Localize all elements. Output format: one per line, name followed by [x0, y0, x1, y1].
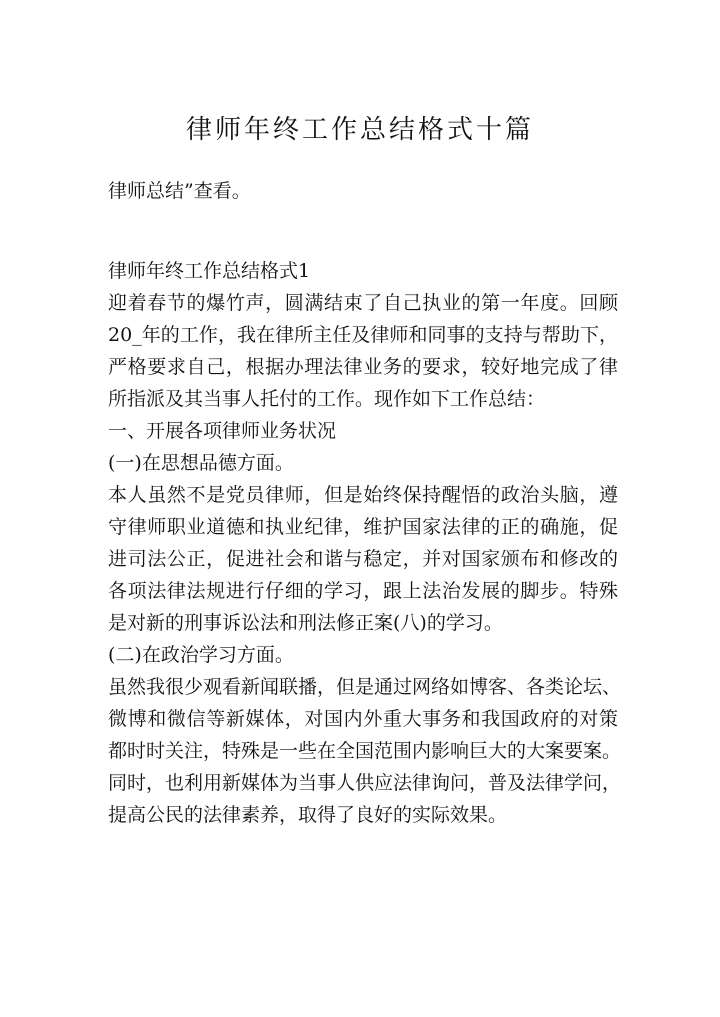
document-title: 律师年终工作总结格式十篇 [185, 115, 534, 145]
paragraph-line: 进司法公正，促进社会和谐与稳定，并对国家颁布和修改的 [108, 548, 618, 570]
paragraph-line: 各项法律法规进行仔细的学习，跟上法治发展的脚步。特殊 [108, 580, 618, 602]
paragraph-line: 微博和微信等新媒体，对国内外重大事务和我国政府的对策 [108, 708, 618, 730]
paragraph-line: 虽然我很少观看新闻联播，但是通过网络如博客、各类论坛、 [108, 676, 622, 698]
sub-heading: (二)在政治学习方面。 [108, 644, 294, 666]
paragraph-line: 迎着春节的爆竹声，圆满结束了自己执业的第一年度。回顾 [108, 292, 618, 314]
paragraph-line: 本人虽然不是党员律师，但是始终保持醒悟的政治头脑，遵 [108, 484, 618, 506]
paragraph-line: 提高公民的法律素养，取得了良好的实际效果。 [108, 804, 508, 826]
section-heading: 律师年终工作总结格式1 [108, 260, 311, 282]
paragraph-line: 所指派及其当事人托付的工作。现作如下工作总结： [108, 388, 546, 410]
paragraph-line: 守律师职业道德和执业纪律，维护国家法律的正的确施，促 [108, 516, 618, 538]
heading-one: 一、开展各项律师业务状况 [108, 420, 337, 442]
paragraph-line: 20_年的工作，我在律所主任及律师和同事的支持与帮助下， [108, 324, 618, 346]
paragraph-line: 是对新的刑事诉讼法和刑法修正案(八)的学习。 [108, 612, 503, 634]
paragraph-line: 同时，也利用新媒体为当事人供应法律询问，普及法律学问， [108, 772, 622, 794]
paragraph-line: 严格要求自己，根据办理法律业务的要求，较好地完成了律 [108, 356, 618, 378]
paragraph-line: 都时时关注，特殊是一些在全国范围内影响巨大的大案要案。 [108, 740, 622, 762]
intro-line: 律师总结”查看。 [108, 180, 251, 202]
sub-heading: (一)在思想品德方面。 [108, 452, 294, 474]
